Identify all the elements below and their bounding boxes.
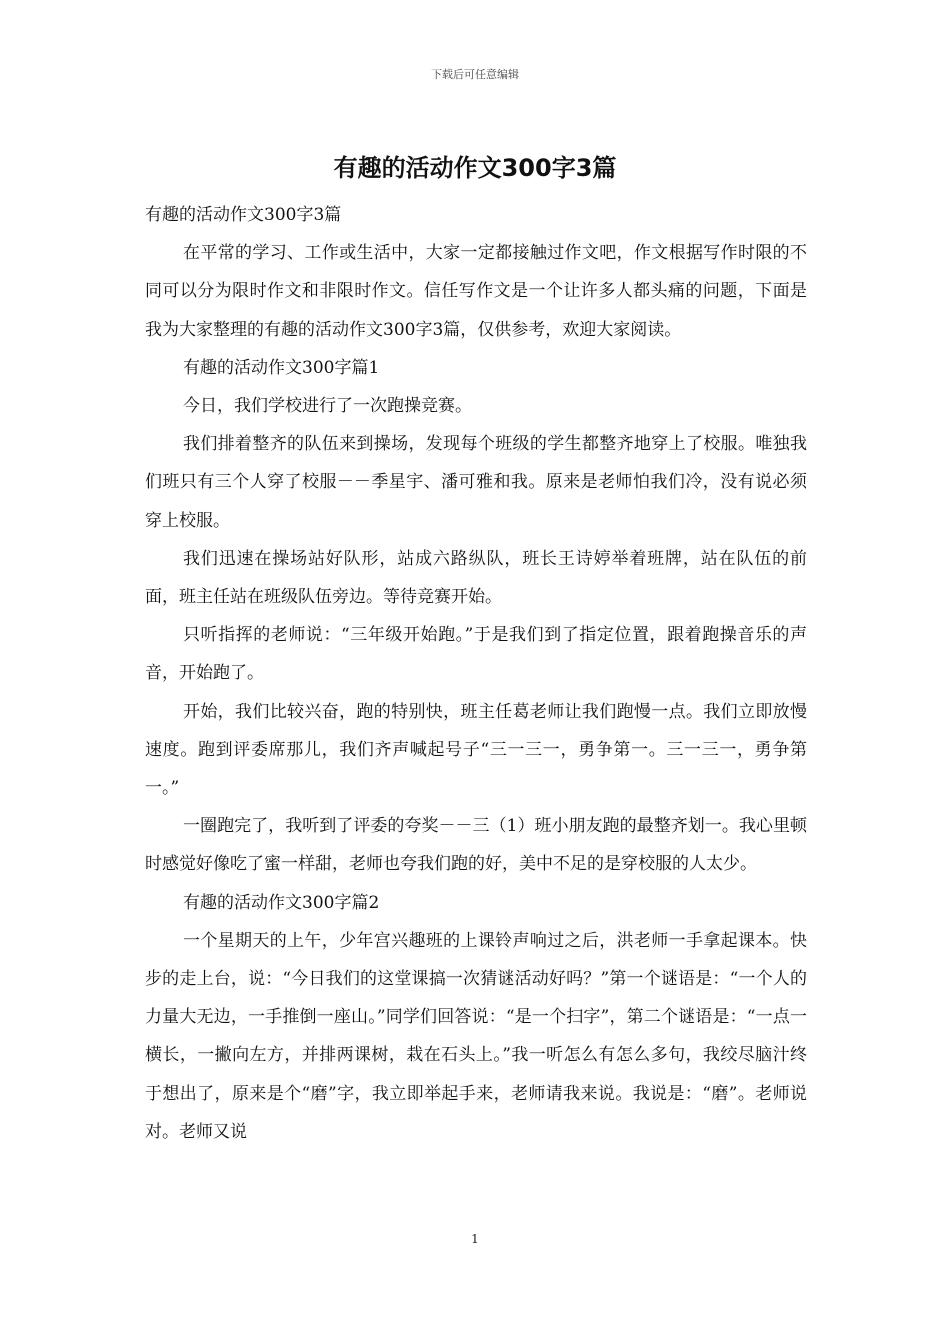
page-number: 1 (471, 1232, 479, 1246)
document-title: 有趣的活动作文300字3篇 (333, 154, 617, 182)
subtitle-line: 有趣的活动作文300字3篇 (145, 205, 342, 225)
section-heading-2: 有趣的活动作文300字篇2 (183, 892, 380, 913)
page-header: 下载后可任意编辑 (431, 68, 519, 81)
paragraph: 一个星期天的上午，少年宫兴趣班的上课铃声响过之后，洪老师一手拿起课本。快步的走上台，说：“今日我们的这堂课搞一次猜谜活动好吗？”第一个谜语是：“一个人的力量大无边，一手推倒一座山。”同学们回答说：“是一个扫字”，第二个谜语是：“一点一横长，一撇向左方，并排两课树，栽在石头上。”我一听怎么有怎么多句，我绞尽脑汁终于想出了，原来是个“磨”字，我立即举起手来，老师请我来说。我说是：“磨”。老师说对。老师又说 (145, 930, 807, 1142)
paragraph: 开始，我们比较兴奋，跑的特别快，班主任葛老师让我们跑慢一点。我们立即放慢速度。跑到评委席那儿，我们齐声喊起号子“三一三一，勇争第一。三一三一，勇争第一。” (145, 701, 807, 799)
paragraph: 一圈跑完了，我听到了评委的夸奖－－三（1）班小朋友跑的最整齐划一。我心里顿时感觉好像吃了蜜一样甜，老师也夸我们跑的好，美中不足的是穿校服的人太少。 (145, 816, 807, 875)
section-heading-1: 有趣的活动作文300字篇1 (183, 357, 380, 378)
paragraph: 我们排着整齐的队伍来到操场，发现每个班级的学生都整齐地穿上了校服。唯独我们班只有三个人穿了校服－－季星宇、潘可雅和我。原来是老师怕我们冷，没有说必须穿上校服。 (145, 434, 807, 531)
paragraph: 只听指挥的老师说：“三年级开始跑。”于是我们到了指定位置，跟着跑操音乐的声音，开始跑了。 (145, 625, 807, 684)
intro-paragraph: 在平常的学习、工作或生活中，大家一定都接触过作文吧，作文根据写作时限的不同可以分为限时作文和非限时作文。信任写作文是一个让许多人都头痛的问题，下面是我为大家整理的有趣的活动作文300字3篇，仅供参考，欢迎大家阅读。 (145, 243, 807, 340)
document-body (145, 196, 807, 1151)
paragraph: 我们迅速在操场站好队形，站成六路纵队，班长王诗婷举着班牌，站在队伍的前面，班主任站在班级队伍旁边。等待竞赛开始。 (145, 548, 807, 608)
paragraph: 今日，我们学校进行了一次跑操竞赛。 (183, 396, 472, 417)
